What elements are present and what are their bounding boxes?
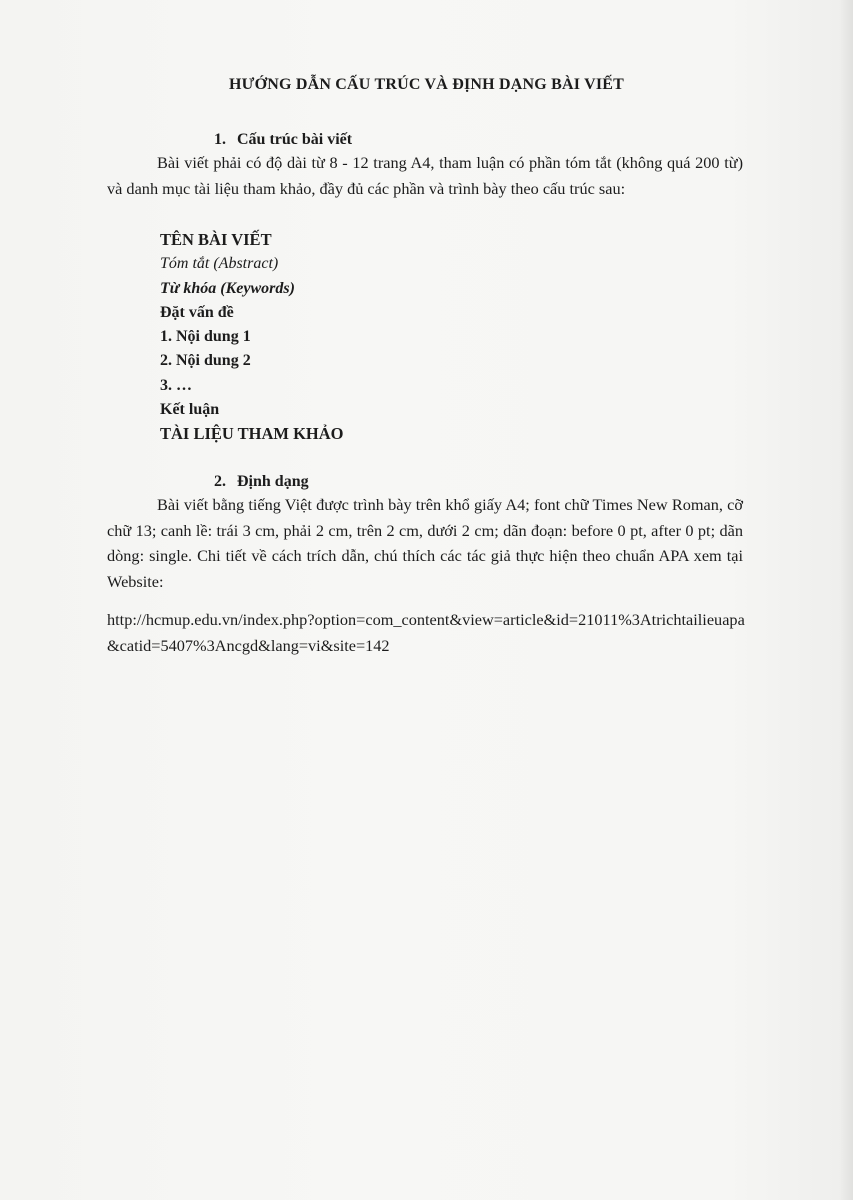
outline-item-content-2: 2. Nội dung 2 [160, 352, 251, 370]
section-title: Định dạng [237, 473, 309, 490]
section-number: 1. [214, 131, 226, 148]
structure-outline [160, 228, 344, 447]
section-heading-format [214, 473, 309, 491]
document-title: HƯỚNG DẪN CẤU TRÚC VÀ ĐỊNH DẠNG BÀI VIẾT [229, 76, 624, 93]
outline-item-introduction: Đặt vấn đề [160, 303, 234, 321]
structure-paragraph: Bài viết phải có độ dài từ 8 - 12 trang A4, tham luận có phần tóm tắt (không quá 200 từ) và danh mục tài liệu tham khảo, đầy đủ các phần và trình bày theo cấu trúc sau: [107, 153, 743, 198]
outline-item-title: TÊN BÀI VIẾT [160, 230, 272, 249]
outline-item-conclusion: Kết luận [160, 401, 220, 419]
section-title: Cấu trúc bài viết [237, 131, 353, 148]
outline-item-references: TÀI LIỆU THAM KHẢO [160, 424, 344, 444]
page-edge-shadow [839, 0, 853, 1200]
format-paragraph: Bài viết bằng tiếng Việt được trình bày trên khổ giấy A4; font chữ Times New Roman, cỡ chữ 13; canh lề: trái 3 cm, phải 2 cm, trên 2 cm, dưới 2 cm; dãn đoạn: before 0 pt, after 0 pt; dãn dòng: single. Chi tiết về cách trích dẫn, chú thích các tác giả thực hiện theo chuẩn APA xem tại Website: [107, 495, 743, 591]
outline-item-abstract: Tóm tắt (Abstract) [160, 255, 279, 273]
outline-item-content-1: 1. Nội dung 1 [160, 328, 251, 346]
section-number: 2. [214, 473, 226, 490]
apa-guide-link[interactable]: http://hcmup.edu.vn/index.php?option=com_content&view=article&id=21011%3Atrichtailieuapa&catid=5407%3Ancgd&lang=vi&site=142 [107, 610, 745, 655]
section-heading-structure [214, 131, 352, 149]
outline-item-keywords: Từ khóa (Keywords) [160, 279, 295, 297]
outline-item-content-3: 3. … [160, 376, 192, 394]
